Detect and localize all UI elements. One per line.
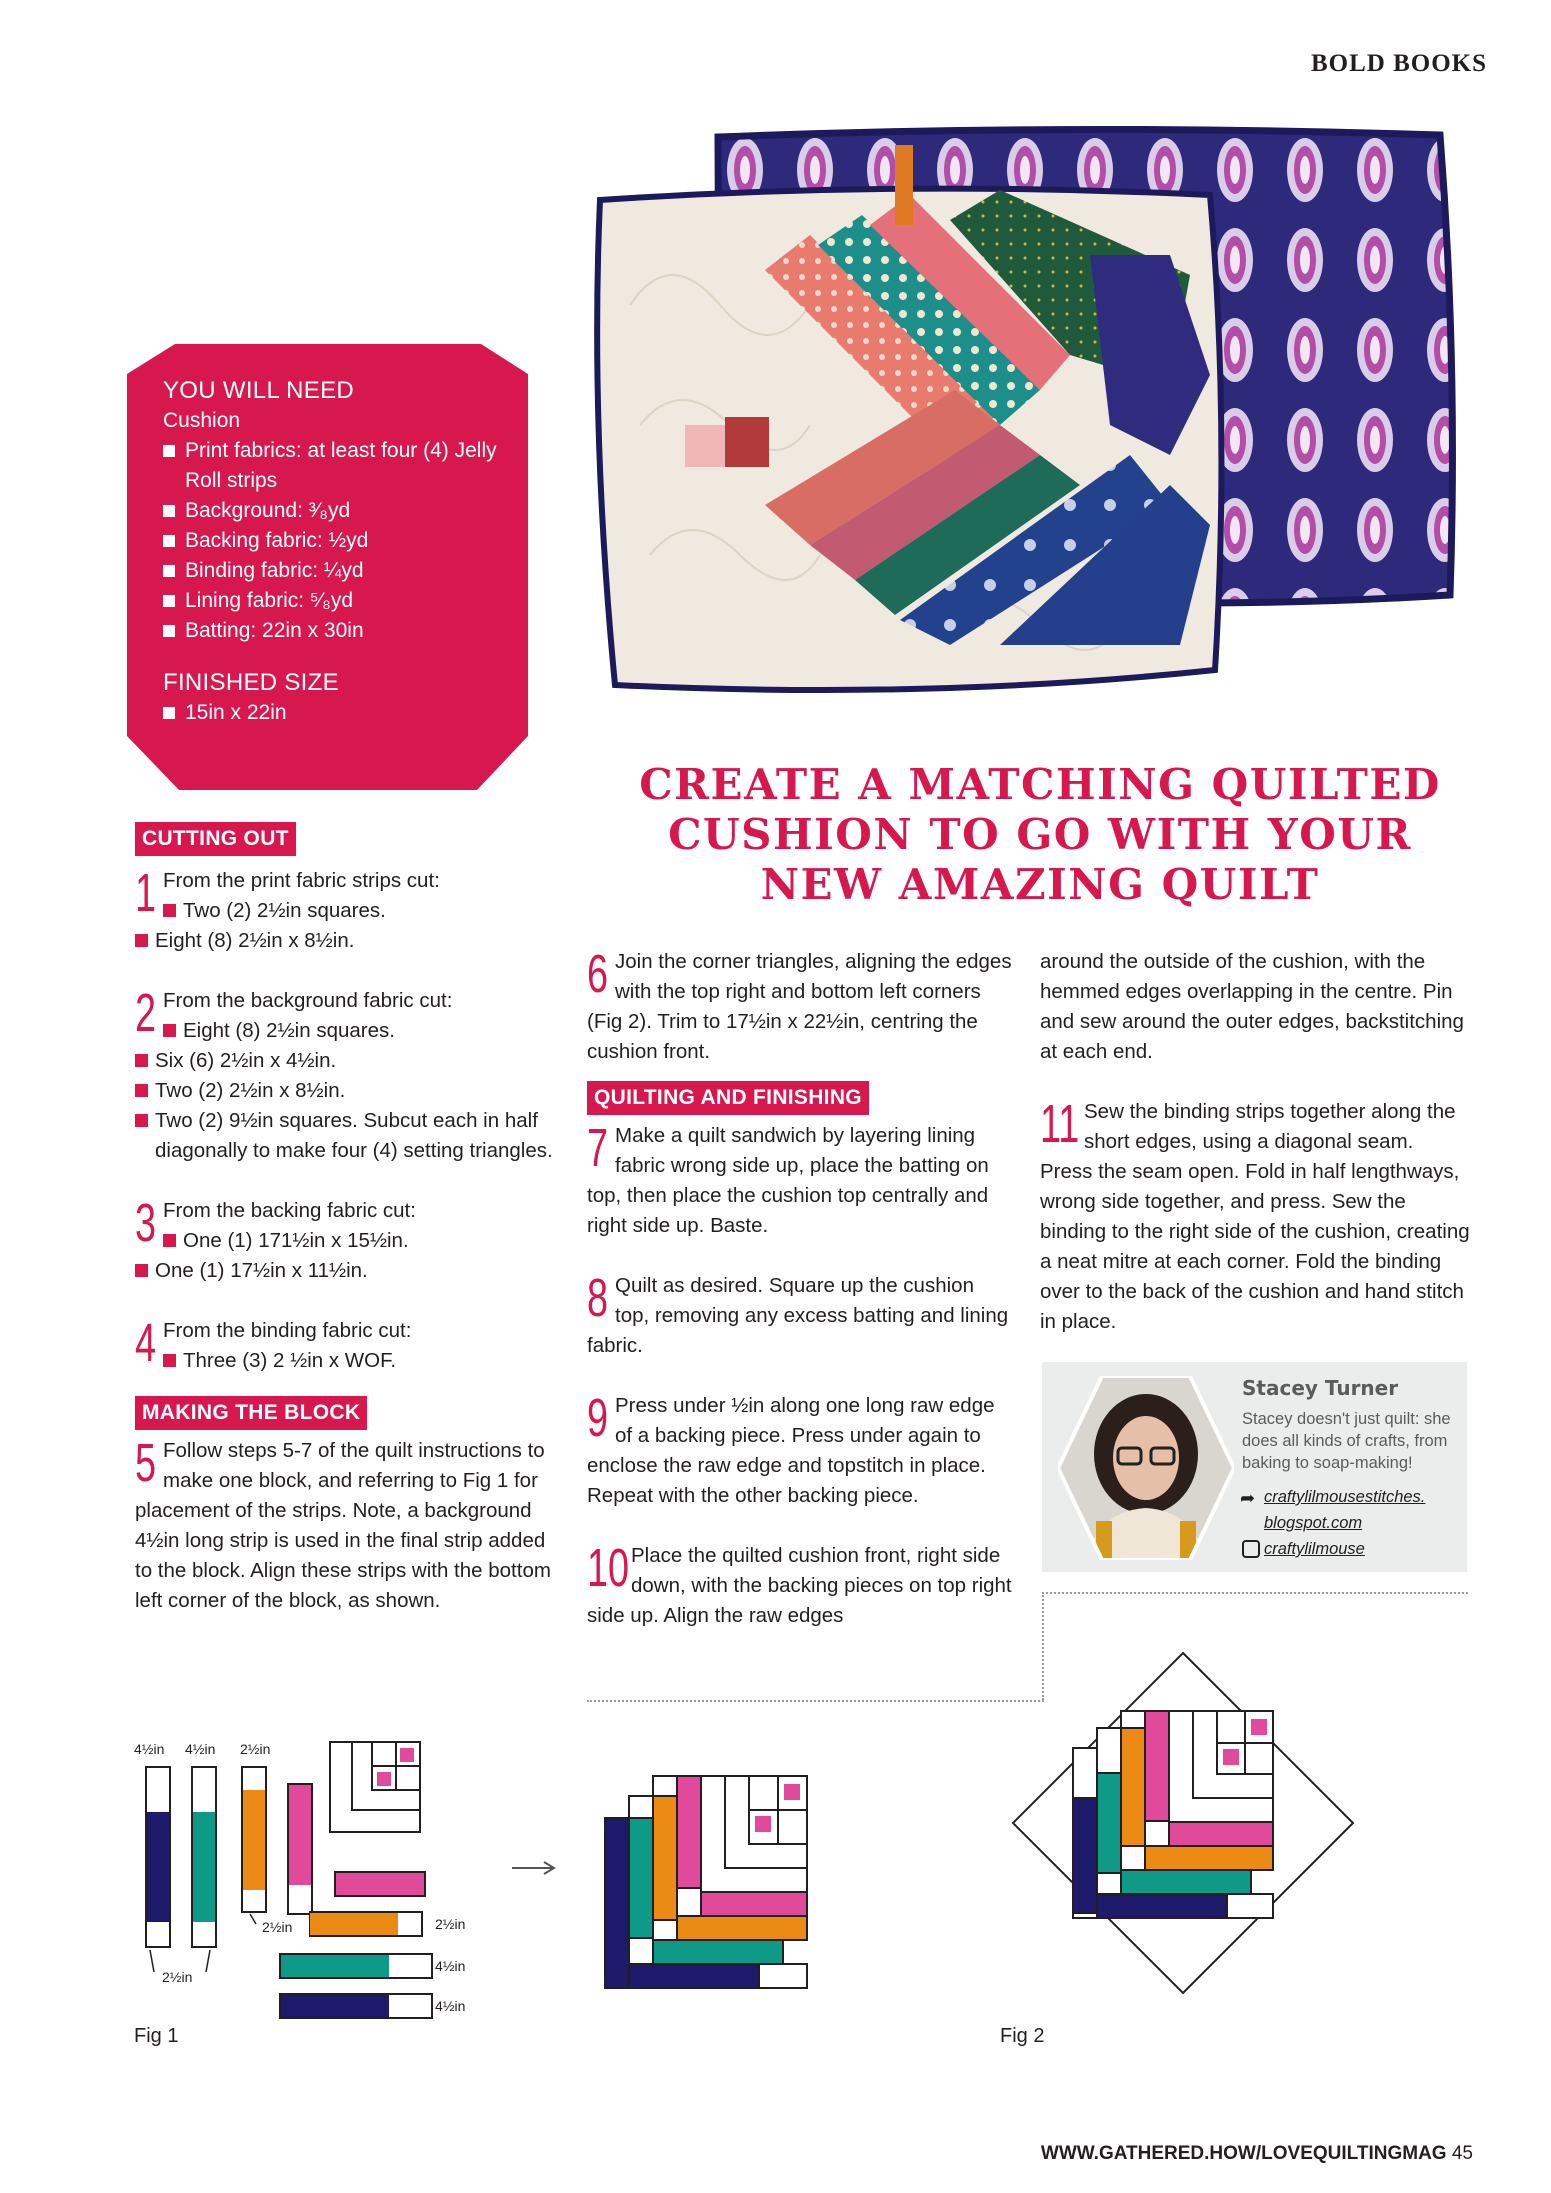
cutting-step-2 <box>135 983 565 1166</box>
step-number: 6 <box>587 944 609 1004</box>
step-number: 1 <box>135 863 157 923</box>
step-6 <box>587 944 1012 1067</box>
section-tag: BOLD BOOKS <box>1310 50 1487 77</box>
step-7 <box>587 1118 1012 1241</box>
need-item: Batting: 22in x 30in <box>163 616 508 646</box>
finished-size-item: 15in x 22in <box>163 698 508 728</box>
step-number: 8 <box>587 1268 609 1328</box>
fig-1-label: Fig 1 <box>134 2025 179 2047</box>
cutting-out-label: CUTTING OUT <box>135 822 296 856</box>
need-title: YOU WILL NEED <box>163 377 355 404</box>
you-will-need-panel <box>127 344 528 790</box>
finished-size-list <box>163 698 508 728</box>
need-list <box>163 436 508 646</box>
column-3 <box>1040 947 1470 1337</box>
fig-1-assembled-block <box>595 1768 815 1999</box>
step-item: Two (2) 2½in squares. <box>183 899 386 922</box>
step-item: Three (3) 2 ½in x WOF. <box>183 1349 397 1372</box>
step-number: 2 <box>135 983 157 1043</box>
dim-label: 4½in <box>435 1958 466 1974</box>
step-text: Press under ½in along one long raw edge of a backing piece. Press under again to enclose the raw edge and topstitch in place. Repeat with the other backing piece. <box>587 1394 995 1507</box>
column-1 <box>135 822 565 1616</box>
cutting-step-1 <box>135 863 565 956</box>
dim-label: 2½in <box>240 1741 271 1757</box>
dim-label: 2½in <box>262 1919 293 1935</box>
step-10 <box>587 1538 1012 1631</box>
step-number: 3 <box>135 1193 157 1253</box>
separator <box>1042 1592 1468 1594</box>
step-9 <box>587 1388 1012 1511</box>
author-box <box>1042 1362 1467 1572</box>
step-text: Place the quilted cushion front, right side down, with the backing pieces on top right side up. Align the raw edges <box>587 1544 1012 1627</box>
blog-link[interactable]: craftylilmousestitches. <box>1264 1488 1426 1506</box>
need-item: Print fabrics: at least four (4) Jelly Roll strips <box>163 436 508 496</box>
cursor-icon: ➦ <box>1240 1488 1256 1508</box>
step-item: Eight (8) 2½in squares. <box>183 1019 395 1042</box>
arrow-icon <box>510 1858 560 1883</box>
step-text: Make a quilt sandwich by layering lining fabric wrong side up, place the batting on top, then place the cushion top centrally and right side up. Baste. <box>587 1124 989 1237</box>
author-photo <box>1058 1376 1234 1560</box>
step-item: One (1) 171½in x 15½in. <box>183 1229 409 1252</box>
step-text: Follow steps 5-7 of the quilt instructions to make one block, and referring to <box>163 1439 545 1492</box>
step-intro: From the binding fabric cut: <box>163 1319 412 1342</box>
dim-label: 2½in <box>162 1969 193 1985</box>
step-number: 5 <box>135 1433 157 1493</box>
need-item: Backing fabric: ½yd <box>163 526 508 556</box>
author-bio: Stacey doesn't just quilt: she does all kinds of crafts, from baking to soap-making! <box>1242 1410 1451 1472</box>
page-number: 45 <box>1451 2143 1473 2164</box>
step-item: Two (2) 2½in x 8½in. <box>155 1079 346 1102</box>
step-item: Two (2) 9½in squares. Subcut each in half diagonally to make four (4) setting triangles. <box>155 1109 553 1162</box>
step-number: 10 <box>587 1538 630 1598</box>
finished-size-title: FINISHED SIZE <box>163 669 339 696</box>
author-name: Stacey Turner <box>1242 1376 1399 1400</box>
blog-link-continued[interactable]: blogspot.com <box>1264 1514 1363 1532</box>
step-item: Eight (8) 2½in x 8½in. <box>155 929 355 952</box>
need-subtitle: Cushion <box>163 409 241 432</box>
headline: CREATE A MATCHING QUILTED CUSHION TO GO WITH YOUR NEW AMAZING QUILT <box>639 760 1441 909</box>
step-11 <box>1040 1094 1470 1337</box>
step-number: 11 <box>1040 1094 1080 1154</box>
footer <box>1041 2143 1473 2165</box>
cutting-step-4 <box>135 1313 565 1376</box>
footer-url[interactable]: WWW.GATHERED.HOW/LOVEQUILTINGMAG <box>1040 2143 1447 2164</box>
step-item: Six (6) 2½in x 4½in. <box>155 1049 337 1072</box>
step-item: One (1) 17½in x 11½in. <box>155 1259 368 1282</box>
dim-label: 2½in <box>435 1916 466 1932</box>
fig-1 <box>130 1732 580 2047</box>
separator <box>587 1700 1044 1702</box>
dim-label: 4½in <box>185 1741 216 1757</box>
making-block-label: MAKING THE BLOCK <box>135 1396 367 1430</box>
dim-label: 4½in <box>435 1998 466 2014</box>
step-number: 4 <box>135 1313 157 1373</box>
dim-label: 4½in <box>134 1741 165 1757</box>
step-number: 7 <box>587 1118 609 1178</box>
quilting-label: QUILTING AND FINISHING <box>587 1081 869 1115</box>
cushion-photo <box>570 125 1472 710</box>
making-step-5 <box>135 1433 565 1616</box>
need-item: Binding fabric: ¼yd <box>163 556 508 586</box>
instagram-link[interactable]: craftylilmouse <box>1264 1540 1365 1558</box>
step-text: Sew the binding strips together along the short edges, using a diagonal seam. Press the seam open. Fold in half lengthways, wrong side together, and press. Sew the binding to the right side of the cushion, creating a neat mitre at each corner. Fold the binding over to the back of the cushion and hand stitch in place. <box>1040 1100 1470 1333</box>
step-intro: From the backing fabric cut: <box>163 1199 416 1222</box>
cutting-step-3 <box>135 1193 565 1286</box>
need-item: Lining fabric: ⁵⁄₈yd <box>163 586 508 616</box>
step-text: Join the corner triangles, aligning the edges with the top right and bottom left corners (Fig 2). Trim to 17½in x 22½in, centring the cushion front. <box>587 950 1012 1063</box>
fig-2-label: Fig 2 <box>1000 2025 1045 2047</box>
column-2 <box>587 944 1012 1631</box>
step-10-continued: around the outside of the cushion, with the hemmed edges overlapping in the centre. Pin and sew around the outer edges, backstitching at each end. <box>1040 950 1464 1063</box>
instagram-icon <box>1242 1540 1260 1558</box>
step-number: 9 <box>587 1388 609 1448</box>
step-text: Quilt as desired. Square up the cushion top, removing any excess batting and lining fabric. <box>587 1274 1009 1357</box>
step-text: Fig 1 for placement of the strips. Note, a background 4½in long strip is used in the final strip added to the block. Align these strips with the bottom left corner of the block, as shown. <box>135 1469 551 1612</box>
fig-2 <box>1003 1643 1363 2018</box>
step-intro: From the background fabric cut: <box>163 989 453 1012</box>
step-intro: From the print fabric strips cut: <box>163 869 440 892</box>
need-item: Background: ³⁄₈yd <box>163 496 508 526</box>
step-8 <box>587 1268 1012 1361</box>
